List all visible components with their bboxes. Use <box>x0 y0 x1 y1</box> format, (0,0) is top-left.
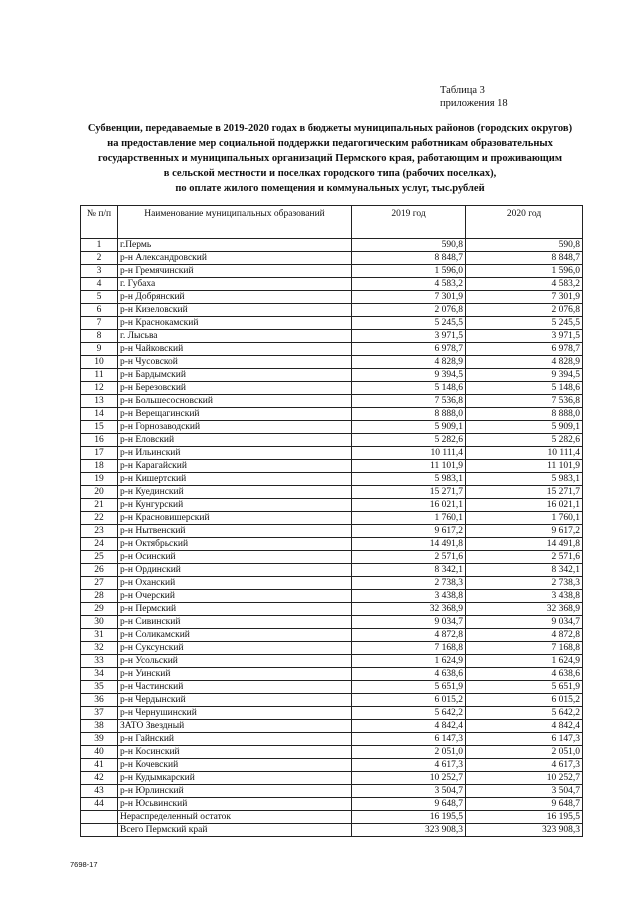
row-number: 1 <box>81 239 118 252</box>
row-name: р-н Юсьвинский <box>118 798 352 811</box>
row-number: 21 <box>81 499 118 512</box>
row-value-2020: 3 438,8 <box>466 590 583 603</box>
row-number: 41 <box>81 759 118 772</box>
row-value-2020: 4 872,8 <box>466 629 583 642</box>
header-num: № п/п <box>81 206 118 239</box>
row-value-2019: 10 111,4 <box>352 447 466 460</box>
row-name: р-н Нытвенский <box>118 525 352 538</box>
row-number: 31 <box>81 629 118 642</box>
table-row <box>81 369 583 382</box>
row-value-2019: 11 101,9 <box>352 460 466 473</box>
row-value-2019: 2 738,3 <box>352 577 466 590</box>
row-value-2019: 4 583,2 <box>352 278 466 291</box>
row-value-2019: 3 504,7 <box>352 785 466 798</box>
row-name: р-н Кудымкарский <box>118 772 352 785</box>
row-number: 16 <box>81 434 118 447</box>
row-name: р-н Бардымский <box>118 369 352 382</box>
row-name: г.Пермь <box>118 239 352 252</box>
row-name: р-н Усольский <box>118 655 352 668</box>
row-value-2020: 590,8 <box>466 239 583 252</box>
row-value-2019: 8 848,7 <box>352 252 466 265</box>
row-name: р-н Добрянский <box>118 291 352 304</box>
attachment-reference <box>440 84 508 110</box>
row-name: р-н Гайнский <box>118 733 352 746</box>
row-name: р-н Карагайский <box>118 460 352 473</box>
row-name: р-н Частинский <box>118 681 352 694</box>
row-name: р-н Большесосновский <box>118 395 352 408</box>
row-value-2020: 9 394,5 <box>466 369 583 382</box>
row-value-2019: 16 195,5 <box>352 811 466 824</box>
row-value-2019: 4 842,4 <box>352 720 466 733</box>
table-row <box>81 655 583 668</box>
row-name: р-н Чердынский <box>118 694 352 707</box>
table-row <box>81 642 583 655</box>
table-row <box>81 811 583 824</box>
table-row <box>81 551 583 564</box>
row-number: 35 <box>81 681 118 694</box>
subsidies-table <box>80 205 583 837</box>
row-name: р-н Чайковский <box>118 343 352 356</box>
row-number: 12 <box>81 382 118 395</box>
row-number: 44 <box>81 798 118 811</box>
table-row <box>81 824 583 837</box>
row-value-2019: 3 438,8 <box>352 590 466 603</box>
table-row <box>81 447 583 460</box>
row-value-2020: 8 848,7 <box>466 252 583 265</box>
row-name: г. Губаха <box>118 278 352 291</box>
row-number: 25 <box>81 551 118 564</box>
row-number <box>81 811 118 824</box>
row-number: 14 <box>81 408 118 421</box>
row-value-2019: 9 034,7 <box>352 616 466 629</box>
title-line: Субвенции, передаваемые в 2019-2020 годах в бюджеты муниципальных районов (городских округов) <box>87 123 573 134</box>
row-value-2020: 16 195,5 <box>466 811 583 824</box>
row-value-2020: 7 168,8 <box>466 642 583 655</box>
row-name: р-н Уинский <box>118 668 352 681</box>
row-value-2020: 4 828,9 <box>466 356 583 369</box>
row-number: 42 <box>81 772 118 785</box>
table-row <box>81 343 583 356</box>
row-value-2019: 16 021,1 <box>352 499 466 512</box>
row-number: 17 <box>81 447 118 460</box>
table-row <box>81 772 583 785</box>
row-number: 3 <box>81 265 118 278</box>
row-number: 5 <box>81 291 118 304</box>
row-value-2020: 2 738,3 <box>466 577 583 590</box>
table-row <box>81 720 583 733</box>
row-value-2019: 2 051,0 <box>352 746 466 759</box>
row-name: р-н Еловский <box>118 434 352 447</box>
row-name: р-н Гремячинский <box>118 265 352 278</box>
row-name: р-н Пермский <box>118 603 352 616</box>
table-row <box>81 356 583 369</box>
row-name: р-н Кочевский <box>118 759 352 772</box>
row-value-2020: 3 971,5 <box>466 330 583 343</box>
table-row <box>81 603 583 616</box>
row-number: 18 <box>81 460 118 473</box>
table-label: Таблица 3 <box>440 85 485 96</box>
row-number: 34 <box>81 668 118 681</box>
row-value-2020: 1 624,9 <box>466 655 583 668</box>
row-number: 20 <box>81 486 118 499</box>
row-value-2019: 32 368,9 <box>352 603 466 616</box>
row-value-2020: 5 245,5 <box>466 317 583 330</box>
row-value-2019: 7 168,8 <box>352 642 466 655</box>
row-name: г. Лысьва <box>118 330 352 343</box>
row-name: р-н Ординский <box>118 564 352 577</box>
row-value-2020: 323 908,3 <box>466 824 583 837</box>
table-row <box>81 395 583 408</box>
row-value-2020: 4 583,2 <box>466 278 583 291</box>
row-value-2019: 10 252,7 <box>352 772 466 785</box>
row-number: 38 <box>81 720 118 733</box>
row-value-2020: 5 983,1 <box>466 473 583 486</box>
row-value-2020: 5 909,1 <box>466 421 583 434</box>
row-value-2020: 2 051,0 <box>466 746 583 759</box>
row-value-2019: 15 271,7 <box>352 486 466 499</box>
table-row <box>81 239 583 252</box>
table-row <box>81 421 583 434</box>
table-row <box>81 330 583 343</box>
row-number: 4 <box>81 278 118 291</box>
row-value-2020: 32 368,9 <box>466 603 583 616</box>
row-name: р-н Чернушинский <box>118 707 352 720</box>
row-number: 10 <box>81 356 118 369</box>
row-number: 8 <box>81 330 118 343</box>
table-row <box>81 512 583 525</box>
row-value-2020: 3 504,7 <box>466 785 583 798</box>
table-row <box>81 759 583 772</box>
row-name: р-н Октябрьский <box>118 538 352 551</box>
row-name: р-н Александровский <box>118 252 352 265</box>
table-row <box>81 668 583 681</box>
row-name: р-н Куединский <box>118 486 352 499</box>
row-value-2020: 6 015,2 <box>466 694 583 707</box>
row-number: 32 <box>81 642 118 655</box>
row-value-2020: 10 111,4 <box>466 447 583 460</box>
row-number: 39 <box>81 733 118 746</box>
table-row <box>81 733 583 746</box>
row-name: р-н Горнозаводский <box>118 421 352 434</box>
row-value-2020: 8 342,1 <box>466 564 583 577</box>
row-number: 9 <box>81 343 118 356</box>
row-value-2019: 6 147,3 <box>352 733 466 746</box>
table-row <box>81 473 583 486</box>
row-name: р-н Очерский <box>118 590 352 603</box>
row-number <box>81 824 118 837</box>
row-value-2019: 1 760,1 <box>352 512 466 525</box>
table-row <box>81 460 583 473</box>
row-name: р-н Кизеловский <box>118 304 352 317</box>
table-row <box>81 590 583 603</box>
row-name: р-н Верещагинский <box>118 408 352 421</box>
row-name: р-н Осинский <box>118 551 352 564</box>
table-row <box>81 486 583 499</box>
row-name: р-н Сивинский <box>118 616 352 629</box>
row-value-2020: 1 760,1 <box>466 512 583 525</box>
row-number: 15 <box>81 421 118 434</box>
row-value-2020: 16 021,1 <box>466 499 583 512</box>
row-value-2019: 6 015,2 <box>352 694 466 707</box>
document-title <box>70 121 590 196</box>
row-name: р-н Косинский <box>118 746 352 759</box>
row-value-2019: 9 648,7 <box>352 798 466 811</box>
row-value-2019: 5 909,1 <box>352 421 466 434</box>
row-number: 30 <box>81 616 118 629</box>
row-value-2020: 6 978,7 <box>466 343 583 356</box>
row-value-2019: 7 301,9 <box>352 291 466 304</box>
row-value-2020: 4 638,6 <box>466 668 583 681</box>
row-name: Всего Пермский край <box>118 824 352 837</box>
annex-label: приложения 18 <box>440 98 508 109</box>
row-name: р-н Суксунский <box>118 642 352 655</box>
title-line: по оплате жилого помещения и коммунальных услуг, тыс.рублей <box>175 183 485 194</box>
row-number: 26 <box>81 564 118 577</box>
table-row <box>81 564 583 577</box>
row-number: 7 <box>81 317 118 330</box>
row-value-2020: 1 596,0 <box>466 265 583 278</box>
row-name: р-н Ильинский <box>118 447 352 460</box>
row-value-2020: 5 651,9 <box>466 681 583 694</box>
row-number: 28 <box>81 590 118 603</box>
row-number: 22 <box>81 512 118 525</box>
row-value-2019: 8 888,0 <box>352 408 466 421</box>
row-value-2020: 5 148,6 <box>466 382 583 395</box>
row-value-2019: 9 617,2 <box>352 525 466 538</box>
row-number: 33 <box>81 655 118 668</box>
row-value-2020: 14 491,8 <box>466 538 583 551</box>
row-number: 6 <box>81 304 118 317</box>
row-name: р-н Соликамский <box>118 629 352 642</box>
row-value-2019: 4 638,6 <box>352 668 466 681</box>
row-value-2019: 2 571,6 <box>352 551 466 564</box>
table-row <box>81 746 583 759</box>
header-2019: 2019 год <box>352 206 466 239</box>
table-row <box>81 538 583 551</box>
row-name: Нераспределенный остаток <box>118 811 352 824</box>
row-value-2019: 5 983,1 <box>352 473 466 486</box>
row-number: 36 <box>81 694 118 707</box>
row-value-2020: 4 842,4 <box>466 720 583 733</box>
row-value-2019: 5 651,9 <box>352 681 466 694</box>
row-value-2020: 8 888,0 <box>466 408 583 421</box>
row-value-2019: 9 394,5 <box>352 369 466 382</box>
table-body <box>81 239 583 837</box>
row-value-2019: 4 828,9 <box>352 356 466 369</box>
row-number: 37 <box>81 707 118 720</box>
row-name: р-н Чусовской <box>118 356 352 369</box>
table-row <box>81 317 583 330</box>
table-row <box>81 265 583 278</box>
row-value-2019: 5 282,6 <box>352 434 466 447</box>
row-name: р-н Юрлинский <box>118 785 352 798</box>
row-number: 19 <box>81 473 118 486</box>
title-line: государственных и муниципальных организаций Пермского края, работающим и проживающим <box>98 153 562 164</box>
row-value-2020: 10 252,7 <box>466 772 583 785</box>
row-value-2019: 3 971,5 <box>352 330 466 343</box>
row-number: 40 <box>81 746 118 759</box>
row-value-2020: 4 617,3 <box>466 759 583 772</box>
table-header-row <box>81 206 583 239</box>
table-row <box>81 408 583 421</box>
row-number: 13 <box>81 395 118 408</box>
row-value-2019: 323 908,3 <box>352 824 466 837</box>
row-value-2019: 8 342,1 <box>352 564 466 577</box>
row-value-2019: 590,8 <box>352 239 466 252</box>
title-line: в сельской местности и поселках городского типа (рабочих поселках), <box>163 168 497 179</box>
row-number: 2 <box>81 252 118 265</box>
row-value-2020: 9 617,2 <box>466 525 583 538</box>
row-value-2019: 1 596,0 <box>352 265 466 278</box>
row-number: 43 <box>81 785 118 798</box>
header-name: Наименование муниципальных образований <box>118 206 352 239</box>
row-name: р-н Оханский <box>118 577 352 590</box>
table-row <box>81 434 583 447</box>
row-name: ЗАТО Звездный <box>118 720 352 733</box>
row-value-2020: 9 034,7 <box>466 616 583 629</box>
row-value-2020: 2 076,8 <box>466 304 583 317</box>
row-name: р-н Кунгурский <box>118 499 352 512</box>
row-number: 29 <box>81 603 118 616</box>
row-value-2020: 11 101,9 <box>466 460 583 473</box>
row-number: 11 <box>81 369 118 382</box>
row-value-2019: 7 536,8 <box>352 395 466 408</box>
row-value-2020: 5 282,6 <box>466 434 583 447</box>
table-row <box>81 291 583 304</box>
row-value-2019: 4 617,3 <box>352 759 466 772</box>
table-row <box>81 616 583 629</box>
row-name: р-н Березовский <box>118 382 352 395</box>
row-value-2020: 15 271,7 <box>466 486 583 499</box>
row-number: 24 <box>81 538 118 551</box>
table-row <box>81 577 583 590</box>
row-name: р-н Красновишерский <box>118 512 352 525</box>
table-row <box>81 525 583 538</box>
row-value-2019: 14 491,8 <box>352 538 466 551</box>
row-value-2020: 6 147,3 <box>466 733 583 746</box>
document-code: 7698-17 <box>70 860 98 869</box>
row-number: 23 <box>81 525 118 538</box>
title-line: на предоставление мер социальной поддержки педагогическим работникам образовательных <box>107 138 553 149</box>
table-row <box>81 798 583 811</box>
row-value-2019: 5 148,6 <box>352 382 466 395</box>
table-row <box>81 278 583 291</box>
row-name: р-н Краснокамский <box>118 317 352 330</box>
header-2020: 2020 год <box>466 206 583 239</box>
table-row <box>81 499 583 512</box>
table-row <box>81 681 583 694</box>
row-value-2020: 2 571,6 <box>466 551 583 564</box>
row-value-2019: 4 872,8 <box>352 629 466 642</box>
table-row <box>81 252 583 265</box>
row-value-2020: 5 642,2 <box>466 707 583 720</box>
row-value-2020: 7 536,8 <box>466 395 583 408</box>
row-value-2019: 5 642,2 <box>352 707 466 720</box>
row-name: р-н Кишертский <box>118 473 352 486</box>
row-number: 27 <box>81 577 118 590</box>
table-row <box>81 707 583 720</box>
table-row <box>81 629 583 642</box>
row-value-2019: 2 076,8 <box>352 304 466 317</box>
row-value-2019: 1 624,9 <box>352 655 466 668</box>
table-row <box>81 785 583 798</box>
row-value-2019: 6 978,7 <box>352 343 466 356</box>
table-row <box>81 694 583 707</box>
table-row <box>81 304 583 317</box>
row-value-2020: 7 301,9 <box>466 291 583 304</box>
row-value-2020: 9 648,7 <box>466 798 583 811</box>
table-row <box>81 382 583 395</box>
row-value-2019: 5 245,5 <box>352 317 466 330</box>
